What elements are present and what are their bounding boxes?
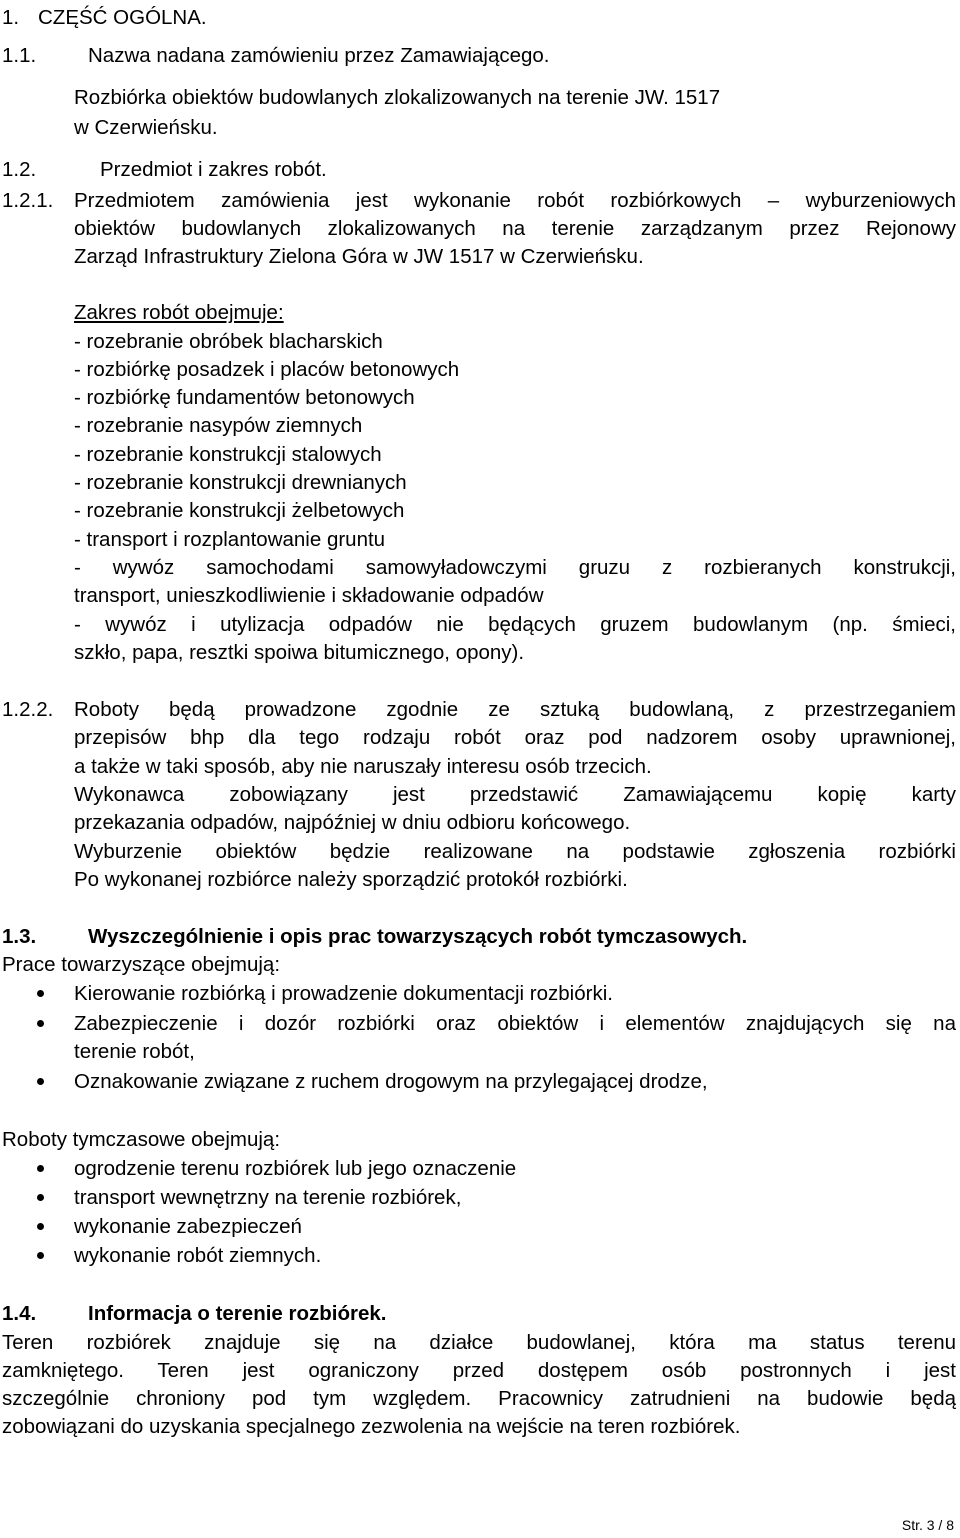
bullet-icon [37, 1252, 44, 1259]
paragraph-line: a także w taki sposób, aby nie naruszały interesu osób trzecich. [74, 755, 652, 778]
paragraph-line: szczególnie chroniony pod tym względem. Pracownicy zatrudnieni na budowie będą [2, 1387, 956, 1410]
paragraph-line: Teren rozbiórek znajduje się na działce budowlanej, która ma status terenu [2, 1331, 956, 1354]
temp-heading: Roboty tymczasowe obejmują: [2, 1128, 281, 1151]
section-1-3-title: Wyszczególnienie i opis prac towarzyszących robót tymczasowych. [88, 925, 748, 948]
scope-item: - rozebranie konstrukcji stalowych [74, 443, 382, 466]
paragraph-line: przepisów bhp dla tego rodzaju robót oraz pod nadzorem osoby uprawnionej, [74, 726, 956, 749]
works-item: Zabezpieczenie i dozór rozbiórki oraz obiektów i elementów znajdujących się na [74, 1012, 956, 1035]
paragraph-line: obiektów budowlanych zlokalizowanych na terenie zarządzanym przez Rejonowy [74, 217, 956, 240]
scope-item: - rozebranie konstrukcji drewnianych [74, 471, 407, 494]
section-1-2-2-number: 1.2.2. [2, 698, 54, 721]
scope-item: - wywóz i utylizacja odpadów nie będących gruzem budowlanym (np. śmieci, [74, 613, 956, 636]
works-item: Kierowanie rozbiórką i prowadzenie dokumentacji rozbiórki. [74, 982, 613, 1005]
temp-item: wykonanie zabezpieczeń [74, 1215, 302, 1238]
bullet-icon [37, 1165, 44, 1172]
paragraph-line: Wyburzenie obiektów będzie realizowane na podstawie zgłoszenia rozbiórki [74, 840, 956, 863]
temp-item: transport wewnętrzny na terenie rozbiórek, [74, 1186, 462, 1209]
scope-item: - rozebranie konstrukcji żelbetowych [74, 499, 405, 522]
scope-item: - rozebranie nasypów ziemnych [74, 414, 363, 437]
scope-item: - rozebranie obróbek blacharskich [74, 330, 383, 353]
scope-item: - wywóz samochodami samowyładowczymi gruzu z rozbieranych konstrukcji, [74, 556, 956, 579]
paragraph-line: Roboty będą prowadzone zgodnie ze sztuką budowlaną, z przestrzeganiem [74, 698, 956, 721]
works-item: Oznakowanie związane z ruchem drogowym na przylegającej drodze, [74, 1070, 708, 1093]
bullet-icon [37, 1078, 44, 1085]
scope-heading: Zakres robót obejmuje: [74, 301, 284, 324]
paragraph-line: Przedmiotem zamówienia jest wykonanie robót rozbiórkowych – wyburzeniowych [74, 189, 956, 212]
paragraph-line: zobowiązani do uzyskania specjalnego zezwolenia na wejście na teren rozbiórek. [2, 1415, 741, 1438]
section-1-4-number: 1.4. [2, 1302, 37, 1325]
scope-item: transport, unieszkodliwienie i składowanie odpadów [74, 584, 544, 607]
section-1-2-1-number: 1.2.1. [2, 189, 54, 212]
bullet-icon [37, 1223, 44, 1230]
section-1-title: CZĘŚĆ OGÓLNA. [38, 6, 207, 29]
scope-item: szkło, papa, resztki spoiwa bitumicznego, opony). [74, 641, 525, 664]
works-heading: Prace towarzyszące obejmują: [2, 953, 281, 976]
paragraph-line: przekazania odpadów, najpóźniej w dniu odbioru końcowego. [74, 811, 631, 834]
scope-item: - rozbiórkę fundamentów betonowych [74, 386, 415, 409]
section-1-number: 1. [2, 6, 20, 29]
temp-item: ogrodzenie terenu rozbiórek lub jego oznaczenie [74, 1157, 517, 1180]
section-1-4-title: Informacja o terenie rozbiórek. [88, 1302, 387, 1325]
paragraph-line: zamkniętego. Teren jest ograniczony przed dostępem osób postronnych i jest [2, 1359, 956, 1382]
paragraph-line: Po wykonanej rozbiórce należy sporządzić protokół rozbiórki. [74, 868, 628, 891]
section-1-2-title: Przedmiot i zakres robót. [100, 158, 327, 181]
section-1-1-number: 1.1. [2, 44, 37, 67]
scope-item: - rozbiórkę posadzek i placów betonowych [74, 358, 460, 381]
paragraph-line: Zarząd Infrastruktury Zielona Góra w JW 1517 w Czerwieńsku. [74, 245, 644, 268]
section-1-2-number: 1.2. [2, 158, 37, 181]
bullet-icon [37, 1194, 44, 1201]
section-1-1-text-line-1: Rozbiórka obiektów budowlanych zlokalizowanych na terenie JW. 1517 [74, 86, 721, 109]
section-1-3-number: 1.3. [2, 925, 37, 948]
page-number: Str. 3 / 8 [901, 1517, 954, 1533]
bullet-icon [37, 1020, 44, 1027]
scope-item: - transport i rozplantowanie gruntu [74, 528, 386, 551]
temp-item: wykonanie robót ziemnych. [74, 1244, 322, 1267]
works-item-continuation: terenie robót, [74, 1040, 195, 1063]
paragraph-line: Wykonawca zobowiązany jest przedstawić Zamawiającemu kopię karty [74, 783, 956, 806]
bullet-icon [37, 990, 44, 997]
section-1-1-title: Nazwa nadana zamówieniu przez Zamawiającego. [88, 44, 550, 67]
section-1-1-text-line-2: w Czerwieńsku. [74, 116, 218, 139]
